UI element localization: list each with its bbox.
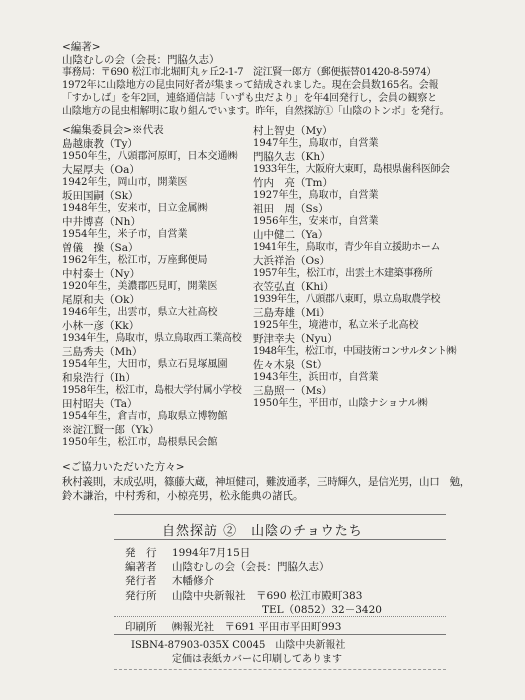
member-detail: 1954年生，倉吉市，鳥取県立博物館 xyxy=(62,411,228,422)
member-detail: 1942年生，岡山市，開業医 xyxy=(62,177,188,188)
member-detail: 1943年生，浜田市，自営業 xyxy=(253,372,379,383)
member-name: 三島照一（Ms） xyxy=(253,385,333,397)
colophon-dotted-rule xyxy=(114,616,446,617)
price-note: 定価は表紙カバーに印刷してあります xyxy=(172,654,342,665)
member-detail: 1957年生，松江市，出雲土木建築事務所 xyxy=(253,268,433,279)
colophon-title-rule xyxy=(114,539,446,540)
member-name: 坂田国嗣（Sk） xyxy=(62,190,139,202)
editor-line: 1972年に山陰地方の昆虫同好者が集まって結成されました。現在会員数165名。会報 xyxy=(62,80,439,91)
member-detail: 1927年生，鳥取市，自営業 xyxy=(253,190,379,201)
isbn: ISBN4-87903-035X C0045 山陰中央新報社 xyxy=(131,640,346,651)
member-name: 竹内 亮（Tm） xyxy=(253,177,333,189)
member-detail: 1946年生，出雲市，県立大社高校 xyxy=(62,307,218,318)
member-detail: 1948年生，安来市，日立金属㈱ xyxy=(62,203,208,214)
member-detail: 1962年生，松江市，万座郵便局 xyxy=(62,255,208,266)
member-name: 中井博喜（Nh） xyxy=(62,216,141,228)
member-detail: 1950年生，松江市，島根県民会館 xyxy=(62,437,218,448)
member-detail: 1941年生，鳥取市，青少年自立援助ホーム xyxy=(253,242,441,253)
member-detail: 1950年生，平田市，山陰ナショナル㈱ xyxy=(253,398,428,409)
editor-line: 「すかしば」を年2回，連絡通信誌「いずも虫だより」を年4回発行し，会員の観察と xyxy=(62,93,437,104)
colophon-label: 印刷所 xyxy=(125,621,157,633)
member-name: 島越康教（Ty） xyxy=(62,138,138,150)
member-detail: 1925年生，境港市，私立米子北高校 xyxy=(253,320,419,331)
colophon-end-rule xyxy=(114,669,446,670)
cooperators-heading: <ご協力いただいた方々> xyxy=(62,461,185,473)
member-detail: 1947年生，鳥取市，自営業 xyxy=(253,138,379,149)
member-detail: 1958年生，松江市，島根大学付属小学校 xyxy=(62,385,242,396)
editor-line: 事務局：〒690 松江市北堀町丸ヶ丘2-1-7 淀江賢一郎方（郵便振替01420-8-5974） xyxy=(62,67,437,78)
publisher-tel: TEL（0852）32－3420 xyxy=(262,604,382,616)
member-detail: 1939年生，八頭郡八東町，県立鳥取農学校 xyxy=(253,294,441,305)
editor-heading: <編著> xyxy=(62,41,101,53)
member-name: 大屋厚夫（Oa） xyxy=(62,164,140,176)
member-detail: 1948年生，松江市，中国技術コンサルタント㈱ xyxy=(253,346,457,357)
member-name: ※淀江賢一郎（Yk） xyxy=(62,424,160,436)
member-name: 佐々木泉（St） xyxy=(253,359,328,371)
member-name: 三島寿雄（Mi） xyxy=(253,307,331,319)
member-name: 山中健二（Ya） xyxy=(253,229,329,241)
member-name: 野津幸夫（Nyu） xyxy=(253,333,338,345)
member-name: 小林一彦（Kk） xyxy=(62,320,140,332)
member-name: 門脇久志（Kh） xyxy=(253,151,331,163)
member-name: 衣笠弘直（Khi） xyxy=(253,281,334,293)
member-name: 中村泰士（Ny） xyxy=(62,268,141,280)
colophon-label: 編著者 xyxy=(125,561,157,573)
member-detail: 1933年生，大阪府大東町，島根県歯科医師会 xyxy=(253,164,450,175)
member-name: 曽儀 操（Sa） xyxy=(62,242,139,254)
member-name: 三島秀夫（Mh） xyxy=(62,346,143,358)
printer-value: ㈱報光社 〒691 平田市平田町993 xyxy=(172,621,342,633)
member-detail: 1934年生，鳥取市，県立鳥取西工業高校 xyxy=(62,333,242,344)
member-name: 祖田 周（Ss） xyxy=(253,203,329,215)
editor-line: 山陰地方の昆虫相解明に取り組んでいます。昨年，自然探訪①「山陰のトンボ」を発行。 xyxy=(62,106,450,117)
member-detail: 1954年生，大田市，県立石見塚風園 xyxy=(62,359,228,370)
cooperators-line: 鈴木謙治，中村秀和，小椋亮男，松永能典の諸氏。 xyxy=(62,490,304,502)
publisher-house: 山陰中央新報社 〒690 松江市殿町383 xyxy=(172,590,363,602)
member-detail: 1920年生，美濃郡匹見町，開業医 xyxy=(62,281,218,292)
book-title: 自然探訪 ② 山陰のチョウたち xyxy=(162,524,363,539)
editor-line: 山陰むしの会（会長：門脇久志） xyxy=(62,54,220,66)
member-name: 大浜祥治（Os） xyxy=(253,255,330,267)
colophon-label: 発行所 xyxy=(125,590,157,602)
member-name: 和泉浩行（Ih） xyxy=(62,372,136,384)
colophon-label: 発 行 xyxy=(125,547,157,559)
member-detail: 1950年生，八頭郡河原町，日本交通㈱ xyxy=(62,151,238,162)
author-value: 山陰むしの会（会長：門脇久志） xyxy=(172,561,330,573)
member-name: 尾原和夫（Ok） xyxy=(62,294,140,306)
member-detail: 1956年生，安来市，自営業 xyxy=(253,216,379,227)
member-detail: 1954年生，米子市，自営業 xyxy=(62,229,188,240)
committee-heading: <編集委員会>※代表 xyxy=(62,124,164,136)
member-name: 村上智史（My） xyxy=(253,125,333,137)
colophon-top-rule xyxy=(114,514,446,515)
member-name: 田村昭夫（Ta） xyxy=(62,398,138,410)
publisher-person: 木幡修介 xyxy=(172,575,214,587)
colophon-bottom-rule xyxy=(114,634,446,635)
publish-date: 1994年7月15日 xyxy=(172,547,251,559)
colophon-label: 発行者 xyxy=(125,575,157,587)
cooperators-line: 秋村義則，末成弘明，篠藤大蔵，神垣健司，難波通孝，三時輝久，是信光男，山口 勉， xyxy=(62,476,470,488)
